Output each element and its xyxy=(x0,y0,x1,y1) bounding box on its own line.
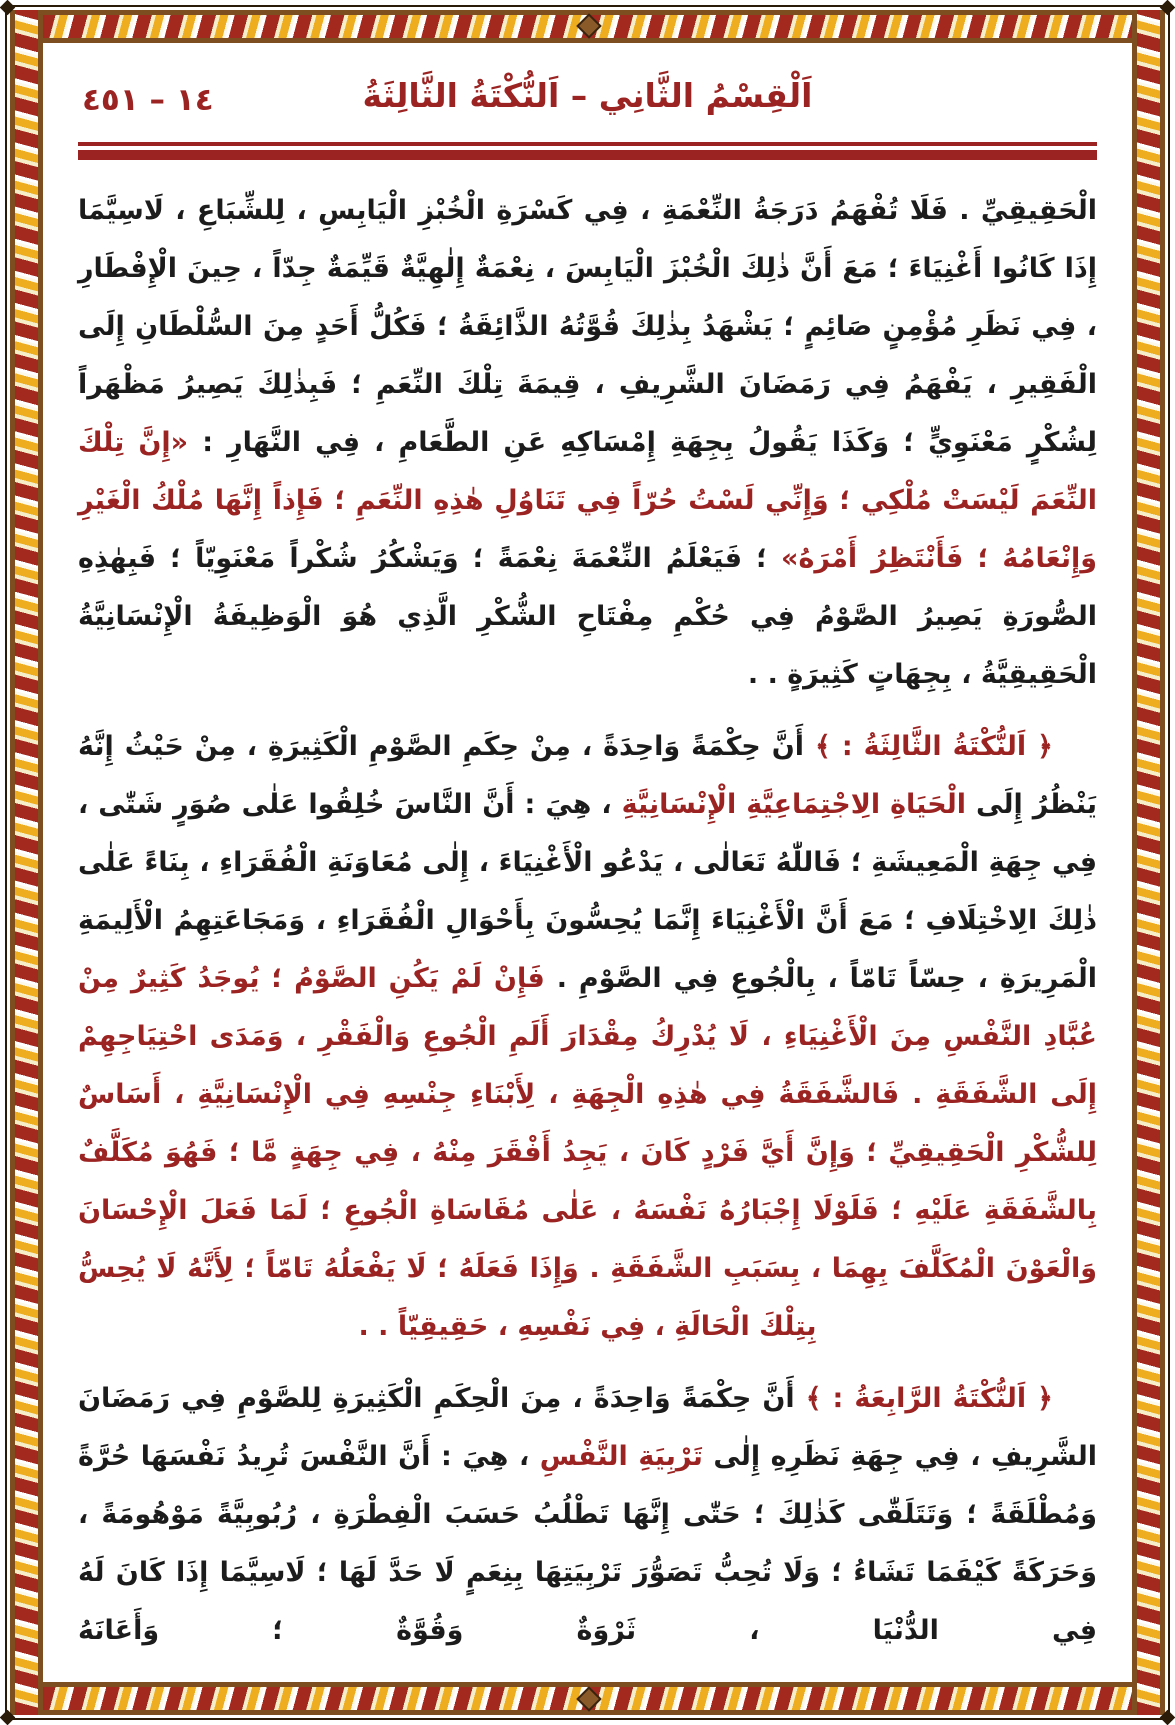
page-title: اَلْقِسْمُ الثَّانِي – اَلنُّكْتَةُ الثَّالِثَةُ xyxy=(362,76,813,115)
red-text-segment: «إِنَّ تِلْكَ النِّعَمَ لَيْسَتْ مُلْكِي ؛ وَإِنِّي لَسْتُ حُرّاً فِي تَنَاوُلِ هٰذِهِ النِّعَمِ ؛ فَإِذاً إِنَّهَا مُلْكُ الْغَيْرِ وَإِنْعَامُهُ ؛ فَأَنْتَظِرُ أَمْرَهُ» xyxy=(78,427,1097,574)
text-segment: ، هِيَ : أَنَّ النَّفْسَ تُرِيدُ نَفْسَهَا حُرَّةً وَمُطْلَقَةً ؛ وَتَتَلَقّٰى كَذٰلِكَ ؛ حَتّٰى إِنَّهَا تَطْلُبُ حَسَبَ الْفِطْرَةِ ، رُبُوبِيَّةً مَوْهُومَةً ، وَحَرَكَةً كَيْفَمَا تَشَاءُ ؛ وَلَا تُحِبُّ تَصَوُّرَ تَرْبِيَتِهَا بِنِعَمٍ لَا حَدَّ لَهَا ؛ لَاسِيَّمَا إِذَا كَانَ لَهُ فِي الدُّنْيَا ، ثَرْوَةٌ وَقُوَّةٌ ؛ وَأَعَانَهُ xyxy=(78,1441,1097,1646)
page-header xyxy=(78,66,1097,130)
text-segment: أَنَّ حِكْمَةً وَاحِدَةً ، مِنَ الْحِكَمِ الْكَثِيرَةِ لِلصَّوْمِ فِي رَمَضَانَ الشَّرِيفِ ، فِي جِهَةِ نَظَرِهِ إِلٰى xyxy=(78,1383,1097,1472)
ornate-border-right xyxy=(1132,10,1165,1715)
section-paragraph xyxy=(78,1370,1097,1660)
header-rule-thin xyxy=(78,142,1097,146)
body-text xyxy=(78,182,1097,1660)
text-segment: ، هِيَ : أَنَّ النَّاسَ خُلِقُوا عَلٰى صُوَرٍ شَتّٰى ، فِي جِهَةِ الْمَعِيشَةِ ؛ فَاللّٰهُ تَعَالٰى ، يَدْعُو الْأَغْنِيَاءَ ، إِلٰى مُعَاوَنَةِ الْفُقَرَاءِ ، بِنَاءً عَلٰى ذٰلِكَ الِاخْتِلَافِ ؛ مَعَ أَنَّ الْأَغْنِيَاءَ إِنَّمَا يُحِسُّونَ بِأَحْوَالِ الْفُقَرَاءِ ، وَمَجَاعَتِهِمُ الْأَلِيمَةِ الْمَرِيرَةِ ، حِسّاً تَامّاً ، بِالْجُوعِ فِي الصَّوْمِ . xyxy=(78,789,1097,994)
red-text-segment: ﴿ اَلنُّكْتَةُ الرَّابِعَةُ : ﴾ xyxy=(794,1383,1053,1414)
section-paragraph xyxy=(78,718,1097,1356)
text-segment: ؛ فَيَعْلَمُ النِّعْمَةَ نِعْمَةً ؛ وَيَشْكُرُ شُكْراً مَعْنَوِيّاً ؛ فَبِهٰذِهِ الصُّورَةِ يَصِيرُ الصَّوْمُ فِي حُكْمِ مِفْتَاحِ الشُّكْرِ الَّذِي هُوَ الْوَظِيفَةُ الْإِنْسَانِيَّةُ الْحَقِيقِيَّةُ ، بِجِهَاتٍ كَثِيرَةٍ . . xyxy=(78,543,1097,690)
header-rule-thick xyxy=(78,150,1097,160)
text-segment: أَنَّ حِكْمَةً وَاحِدَةً ، مِنْ حِكَمِ الصَّوْمِ الْكَثِيرَةِ ، مِنْ حَيْثُ إِنَّهُ يَنْظُرُ إِلَى xyxy=(78,731,1097,820)
ornate-border-left xyxy=(10,10,43,1715)
red-text-segment: الْحَيَاةِ الِاجْتِمَاعِيَّةِ الْإِنْسَانِيَّةِ xyxy=(621,789,967,820)
page-content xyxy=(78,66,1097,1673)
red-text-segment: تَرْبِيَةِ النَّفْسِ xyxy=(539,1441,703,1472)
red-text-segment: ﴿ اَلنُّكْتَةُ الثَّالِثَةُ : ﴾ xyxy=(804,731,1053,762)
page-number: ١٤ – ٤٥١ xyxy=(82,82,214,118)
text-segment: الْحَقِيقِيِّ . فَلَا تُفْهَمُ دَرَجَةُ النِّعْمَةِ ، فِي كَسْرَةِ الْخُبْزِ الْيَابِسِ ، لِلشِّبَاعِ ، لَاسِيَّمَا إِذَا كَانُوا أَغْنِيَاءَ ؛ مَعَ أَنَّ ذٰلِكَ الْخُبْزَ الْيَابِسَ ، نِعْمَةٌ إِلٰهِيَّةٌ قَيِّمَةٌ جِدّاً ، حِينَ الْإِفْطَارِ ، فِي نَظَرِ مُؤْمِنٍ صَائِمٍ ؛ يَشْهَدُ بِذٰلِكَ قُوَّتُهُ الذَّائِقَةُ ؛ فَكُلُّ أَحَدٍ مِنَ السُّلْطَانِ إِلَى الْفَقِيرِ ، يَفْهَمُ فِي رَمَضَانَ الشَّرِيفِ ، قِيمَةَ تِلْكَ النِّعَمِ ؛ فَبِذٰلِكَ يَصِيرُ مَظْهَراً لِشُكْرٍ مَعْنَوِيٍّ ؛ وَكَذَا يَقُولُ بِجِهَةِ إِمْسَاكِهِ عَنِ الطَّعَامِ ، فِي النَّهَارِ : xyxy=(78,195,1097,458)
red-text-segment: فَإِنْ لَمْ يَكُنِ الصَّوْمُ ؛ يُوجَدُ كَثِيرٌ مِنْ عُبَّادِ النَّفْسِ مِنَ الْأَغْنِيَاءِ ، لَا يُدْرِكُ مِقْدَارَ أَلَمِ الْجُوعِ وَالْفَقْرِ ، وَمَدَى احْتِيَاجِهِمْ إِلَى الشَّفَقَةِ . فَالشَّفَقَةُ فِي هٰذِهِ الْجِهَةِ ، لِأَبْنَاءِ جِنْسِهِ فِي الْإِنْسَانِيَّةِ ، أَسَاسٌ لِلشُّكْرِ الْحَقِيقِيِّ ؛ وَإِنَّ أَيَّ فَرْدٍ كَانَ ، يَجِدُ أَفْقَرَ مِنْهُ ، فِي جِهَةٍ مَّا ؛ فَهُوَ مُكَلَّفٌ بِالشَّفَقَةِ عَلَيْهِ ؛ فَلَوْلَا إِجْبَارُهُ نَفْسَهُ ، عَلٰى مُقَاسَاةِ الْجُوعِ ؛ لَمَا فَعَلَ الْإِحْسَانَ وَالْعَوْنَ الْمُكَلَّفَ بِهِمَا ، بِسَبَبِ الشَّفَقَةِ . وَإِذَا فَعَلَهُ ؛ لَا يَفْعَلُهُ تَامّاً ؛ لِأَنَّهُ لَا يُحِسُّ بِتِلْكَ الْحَالَةِ ، فِي نَفْسِهِ ، حَقِيقِيّاً . . xyxy=(78,963,1097,1342)
paragraph xyxy=(78,182,1097,704)
